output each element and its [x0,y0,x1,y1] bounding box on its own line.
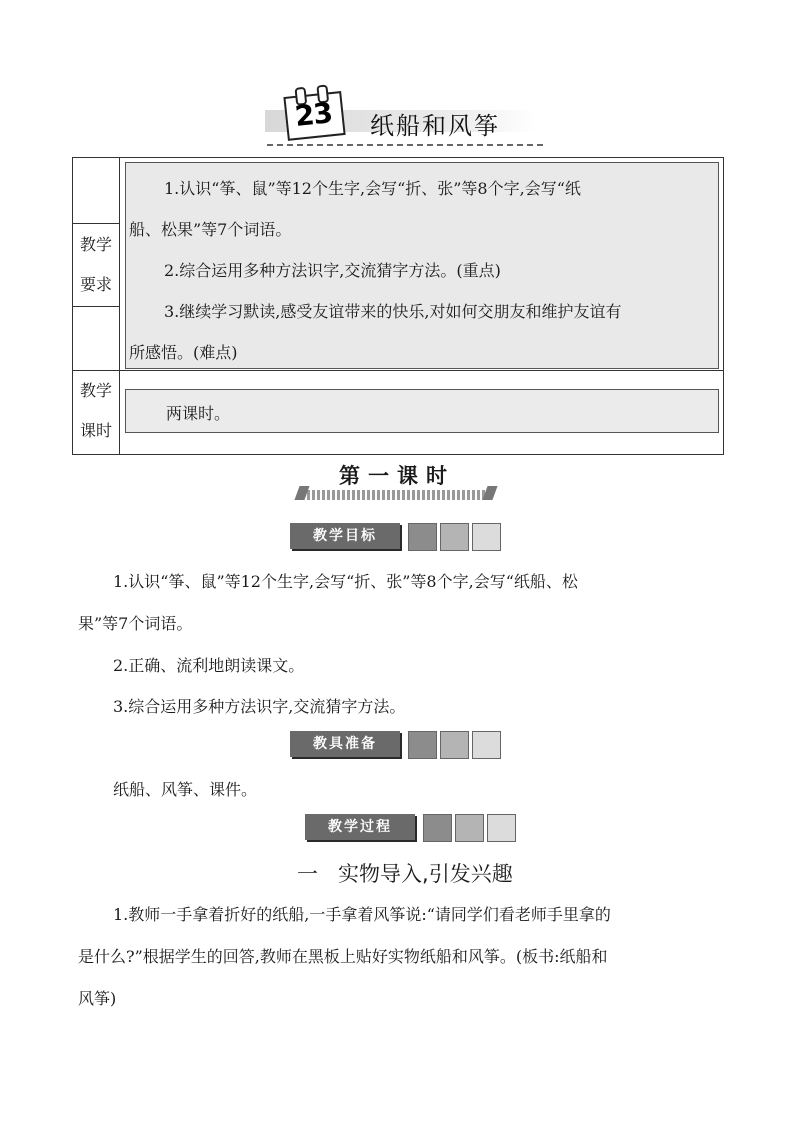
objective-line: 2.正确、流利地朗读课文。 [113,656,305,675]
objective-line: 1.认识“筝、鼠”等12个生字,会写“折、张”等8个字,会写“纸船、松 [113,572,578,591]
ornament-chip [482,486,497,500]
table-divider [73,306,119,307]
objectives-label [290,523,510,549]
lesson-title: 纸船和风筝 [370,112,500,140]
label-tag: 教具准备 [290,731,400,757]
label-square [455,814,484,842]
label-square [472,731,501,759]
label-square [408,523,437,551]
requirement-line: 所感悟。(难点) [129,343,238,362]
label-tag: 教学目标 [290,523,400,549]
process-heading: 一 实物导入,引发兴趣 [297,862,513,886]
materials-text: 纸船、风筝、课件。 [113,780,258,799]
requirements-box [125,162,719,369]
label-line: 教学 [79,381,112,400]
process-label [305,814,525,840]
table-divider [73,223,119,224]
ornament-band [307,490,487,500]
table-divider [119,158,120,454]
session-title: 第一课时 [339,464,455,488]
process-line: 风筝) [78,989,117,1008]
label-square [440,523,469,551]
hours-text: 两课时。 [166,404,231,423]
lesson-number: 23 [293,96,334,133]
requirement-line: 3.继续学习默读,感受友谊带来的快乐,对如何交朋友和维护友谊有 [164,302,622,321]
requirements-label [73,225,119,305]
hours-box [125,389,719,433]
label-square [408,731,437,759]
requirement-line: 1.认识“筝、鼠”等12个生字,会写“折、张”等8个字,会写“纸 [164,179,581,198]
requirement-line: 船、松果”等7个词语。 [129,220,292,239]
lesson-header [255,82,545,152]
objective-line: 果”等7个词语。 [78,614,193,633]
objective-line: 3.综合运用多种方法识字,交流猜字方法。 [113,697,406,716]
hours-label [73,371,119,451]
table-divider [73,370,723,371]
label-line: 课时 [79,421,112,440]
calendar-icon [283,83,346,139]
materials-label [290,731,510,757]
label-square [472,523,501,551]
process-line: 1.教师一手拿着折好的纸船,一手拿着风筝说:“请同学们看老师手里拿的 [113,905,611,924]
label-tag: 教学过程 [305,814,415,840]
label-square [487,814,516,842]
title-underline [267,144,543,146]
requirement-line: 2.综合运用多种方法识字,交流猜字方法。(重点) [164,261,501,280]
label-square [423,814,452,842]
process-line: 是什么?”根据学生的回答,教师在黑板上贴好实物纸船和风筝。(板书:纸船和 [78,947,608,966]
info-table [72,157,724,455]
label-line: 教学 [79,235,112,254]
label-square [440,731,469,759]
session-title-ornament [295,486,500,504]
label-line: 要求 [79,275,112,294]
